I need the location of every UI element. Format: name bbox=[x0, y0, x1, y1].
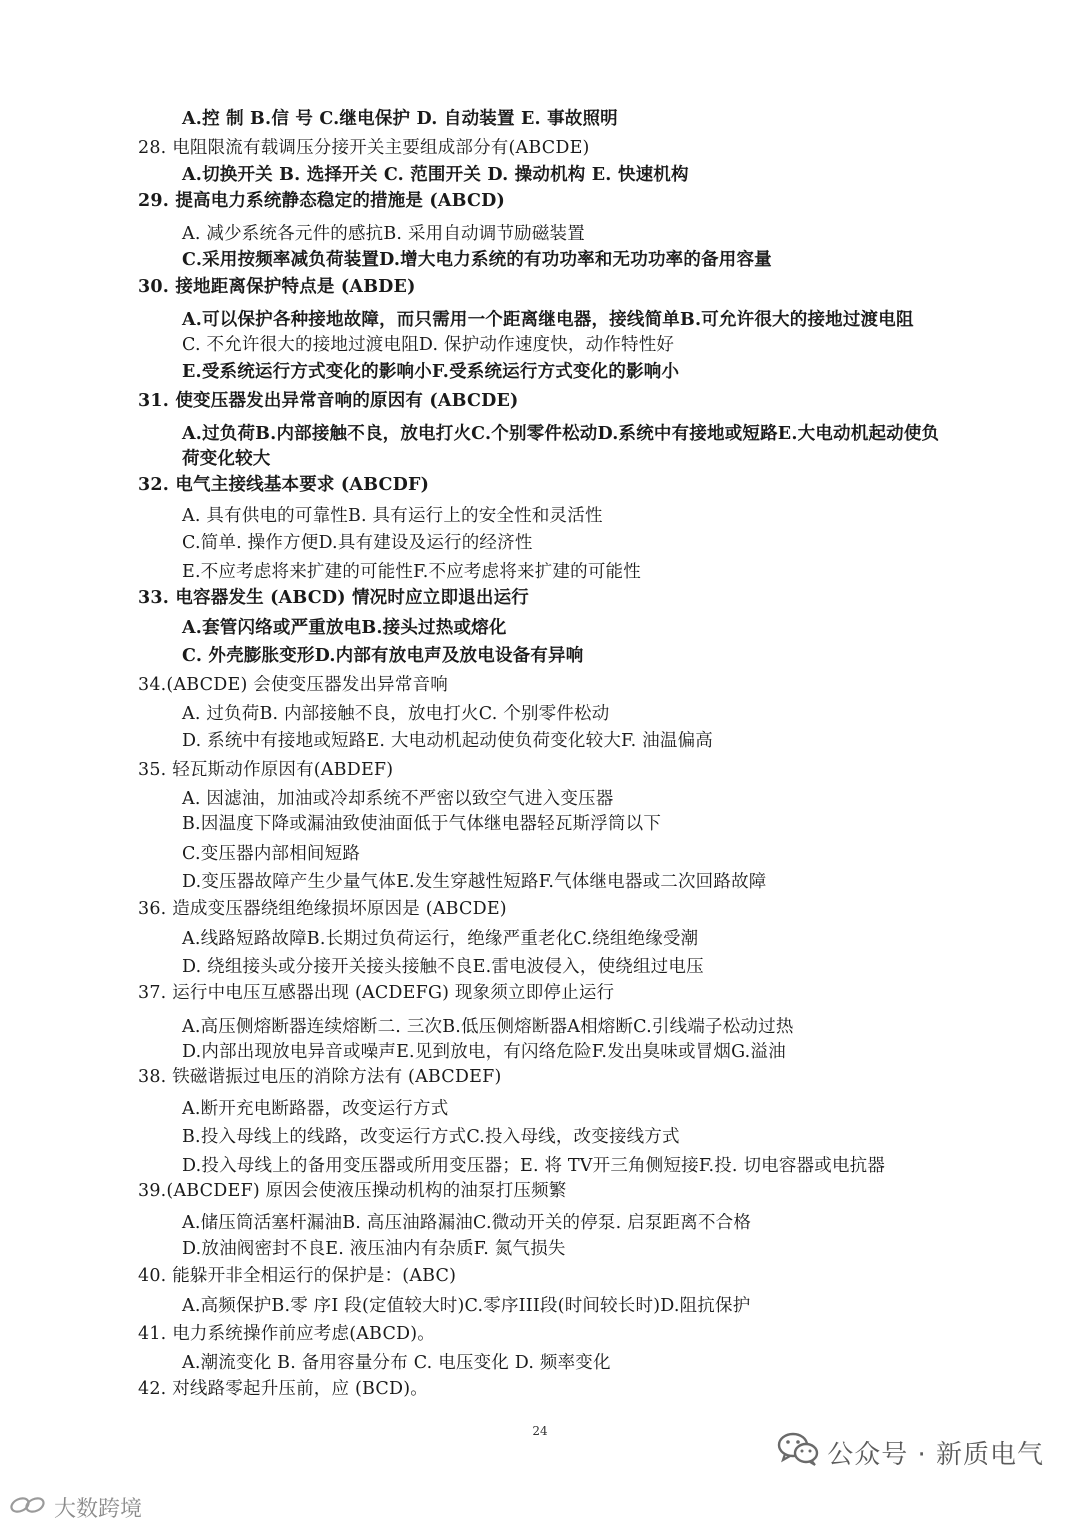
option-line: D.变压器故障产生少量气体E.发生穿越性短路F.气体继电器或二次回路故障 bbox=[182, 872, 767, 892]
option-line: 荷变化较大 bbox=[182, 449, 271, 469]
question-line: 39.(ABCDEF) 原因会使液压操动机构的油泵打压频繁 bbox=[138, 1181, 567, 1201]
question-line: 33. 电容器发生 (ABCD) 情况时应立即退出运行 bbox=[138, 588, 529, 608]
option-line: E.受系统运行方式变化的影响小F.受系统运行方式变化的影响小 bbox=[182, 362, 680, 382]
option-line: A.可以保护各种接地故障，而只需用一个距离继电器，接线简单B.可允许很大的接地过渡电阻 bbox=[182, 310, 914, 330]
option-line: C.简单. 操作方便D.具有建设及运行的经济性 bbox=[182, 533, 533, 553]
option-line: B.因温度下降或漏油致使油面低于气体继电器轻瓦斯浮筒以下 bbox=[182, 814, 662, 834]
question-line: 31. 使变压器发出异常音响的原因有 (ABCDE) bbox=[138, 391, 519, 411]
watermark bbox=[777, 1431, 1044, 1474]
corner-watermark bbox=[8, 1492, 142, 1523]
option-line: A.高压侧熔断器连续熔断二. 三次B.低压侧熔断器A相熔断C.引线端子松动过热 bbox=[182, 1017, 794, 1037]
corner-watermark-text: 大数跨境 bbox=[54, 1497, 143, 1522]
question-line: 41. 电力系统操作前应考虑(ABCD)。 bbox=[138, 1324, 435, 1344]
option-line: A.储压筒活塞杆漏油B. 高压油路漏油C.微动开关的停泵. 启泵距离不合格 bbox=[182, 1213, 752, 1233]
question-line: 42. 对线路零起升压前，应 (BCD)。 bbox=[138, 1379, 428, 1399]
watermark-text: 公众号 · 新质电气 bbox=[827, 1440, 1044, 1470]
option-line: C.变压器内部相间短路 bbox=[182, 844, 361, 864]
option-line: B.投入母线上的线路，改变运行方式C.投入母线，改变接线方式 bbox=[182, 1127, 680, 1147]
option-line: C.采用按频率减负荷装置D.增大电力系统的有功功率和无功功率的备用容量 bbox=[182, 250, 772, 270]
option-line: D.放油阀密封不良E. 液压油内有杂质F. 氮气损失 bbox=[182, 1239, 566, 1259]
option-line: D. 系统中有接地或短路E. 大电动机起动使负荷变化较大F. 油温偏高 bbox=[182, 731, 713, 751]
option-line: A.切换开关 B. 选择开关 C. 范围开关 D. 操动机构 E. 快速机构 bbox=[182, 165, 689, 185]
question-line: 37. 运行中电压互感器出现 (ACDEFG) 现象须立即停止运行 bbox=[138, 983, 615, 1003]
question-line: 29. 提高电力系统静态稳定的措施是 (ABCD) bbox=[138, 191, 505, 211]
option-line: E.不应考虑将来扩建的可能性F.不应考虑将来扩建的可能性 bbox=[182, 562, 641, 582]
option-line: C. 不允许很大的接地过渡电阻D. 保护动作速度快，动作特性好 bbox=[182, 335, 675, 355]
question-line: 40. 能躲开非全相运行的保护是：(ABC) bbox=[138, 1266, 457, 1286]
option-line: A.潮流变化 B. 备用容量分布 C. 电压变化 D. 频率变化 bbox=[182, 1353, 611, 1373]
question-line: 32. 电气主接线基本要求 (ABCDF) bbox=[138, 475, 430, 495]
question-line: 30. 接地距离保护特点是 (ABDE) bbox=[138, 277, 416, 297]
option-line: D. 绕组接头或分接开关接头接触不良E.雷电波侵入，使绕组过电压 bbox=[182, 957, 704, 977]
question-line: 28. 电阻限流有载调压分接开关主要组成部分有(ABCDE) bbox=[138, 138, 590, 158]
option-line: A. 因滤油，加油或冷却系统不严密以致空气进入变压器 bbox=[182, 789, 614, 809]
chain-logo-icon bbox=[8, 1494, 48, 1522]
option-line: A.过负荷B.内部接触不良，放电打火C.个别零件松动D.系统中有接地或短路E.大电动机起动使负 bbox=[182, 424, 940, 444]
wechat-icon bbox=[777, 1431, 819, 1474]
page-number: 24 bbox=[532, 1424, 548, 1438]
option-line: A.断开充电断路器，改变运行方式 bbox=[182, 1099, 449, 1119]
option-line: A. 减少系统各元件的感抗B. 采用自动调节励磁装置 bbox=[182, 224, 585, 244]
option-line: A.控 制 B.信 号 C.继电保护 D. 自动装置 E. 事故照明 bbox=[182, 109, 618, 129]
option-line: A.套管闪络或严重放电B.接头过热或熔化 bbox=[182, 618, 507, 638]
option-line: A. 过负荷B. 内部接触不良，放电打火C. 个别零件松动 bbox=[182, 704, 610, 724]
question-line: 35. 轻瓦斯动作原因有(ABDEF) bbox=[138, 760, 394, 780]
option-line: A. 具有供电的可靠性B. 具有运行上的安全性和灵活性 bbox=[182, 506, 603, 526]
question-line: 38. 铁磁谐振过电压的消除方法有 (ABCDEF) bbox=[138, 1067, 502, 1087]
option-line: A.线路短路故障B.长期过负荷运行，绝缘严重老化C.绕组绝缘受潮 bbox=[182, 929, 699, 949]
option-line: D.内部出现放电异音或噪声E.见到放电，有闪络危险F.发出臭味或冒烟G.溢油 bbox=[182, 1042, 786, 1062]
question-line: 36. 造成变压器绕组绝缘损坏原因是 (ABCDE) bbox=[138, 899, 507, 919]
question-line: 34.(ABCDE) 会使变压器发出异常音响 bbox=[138, 675, 448, 695]
option-line: A.高频保护B.零 序I 段(定值较大时)C.零序III段(时间较长时)D.阻抗保护 bbox=[182, 1296, 751, 1316]
option-line: D.投入母线上的备用变压器或所用变压器；E. 将 TV开三角侧短接F.投. 切电容器或电抗器 bbox=[182, 1156, 886, 1176]
option-line: C. 外壳膨胀变形D.内部有放电声及放电设备有异响 bbox=[182, 646, 584, 666]
